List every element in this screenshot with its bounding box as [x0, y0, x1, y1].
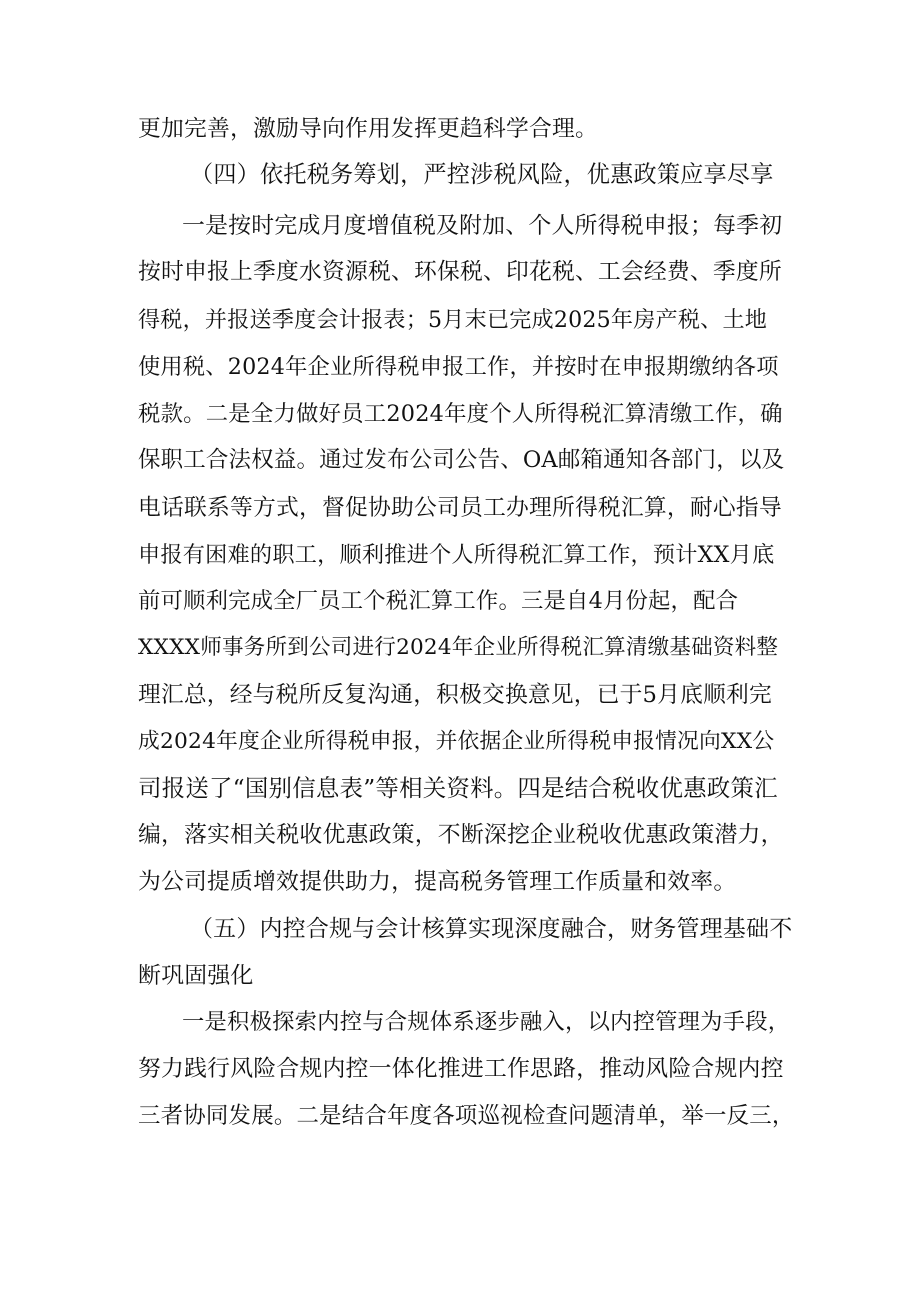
paragraph-line-15: 司报送了“国别信息表”等相关资料。四是结合税收优惠政策汇: [138, 774, 778, 802]
paragraph-line-6: 使用税、2024年企业所得税申报工作，并按时在申报期缴纳各项: [138, 354, 779, 380]
section-heading-4: （四）依托税务筹划，严控涉税风险，优惠政策应享尽享: [190, 162, 774, 188]
paragraph-line-5: 得税，并报送季度会计报表；5月末已完成2025年房产税、土地: [138, 307, 768, 333]
paragraph-line-20: 一是积极探索内控与合规体系逐步融入，以内控管理为手段，: [182, 1009, 791, 1035]
paragraph-line-12: XXXX师事务所到公司进行2024年企业所得税汇算清缴基础资料整: [138, 635, 779, 660]
paragraph-line-3: 一是按时完成月度增值税及附加、个人所得税申报；每季初: [182, 213, 783, 239]
paragraph-line-8: 保职工合法权益。通过发布公司公告、OA邮箱通知各部门，以及: [138, 447, 785, 473]
paragraph-line-22: 三者协同发展。二是结合年度各项巡视检查问题清单，举一反三，: [138, 1103, 795, 1129]
paragraph-line-4: 按时申报上季度水资源税、环保税、印花税、工会经费、季度所: [138, 259, 782, 285]
paragraph-line-21: 努力践行风险合规内控一体化推进工作思路，推动风险合规内控: [138, 1056, 784, 1082]
paragraph-line-7: 税款。二是全力做好员工2024年度个人所得税汇算清缴工作，确: [138, 401, 783, 427]
paragraph-line-1: 更加完善，激励导向作用发挥更趋科学合理。: [138, 116, 598, 142]
section-heading-5-continued: 断巩固强化: [138, 963, 254, 989]
paragraph-line-13: 理汇总，经与税所反复沟通，积极交换意见，已于5月底顺利完: [138, 682, 772, 708]
paragraph-line-9: 电话联系等方式，督促协助公司员工办理所得税汇算，耐心指导: [138, 495, 782, 521]
paragraph-line-16: 编，落实相关税收优惠政策，不断深挖企业税收优惠政策潜力，: [138, 822, 784, 848]
section-heading-5: （五）内控合规与会计核算实现深度融合，财务管理基础不: [190, 916, 793, 942]
paragraph-line-11: 前可顺利完成全厂员工个税汇算工作。三是自4月份起，配合: [138, 588, 739, 614]
paragraph-line-14: 成2024年度企业所得税申报，并依据企业所得税申报情况向XX公: [138, 729, 775, 754]
paragraph-line-17: 为公司提质增效提供助力，提高税务管理工作质量和效率。: [138, 869, 737, 895]
paragraph-line-10: 申报有困难的职工，顺利推进个人所得税汇算工作，预计XX月底: [138, 542, 775, 568]
